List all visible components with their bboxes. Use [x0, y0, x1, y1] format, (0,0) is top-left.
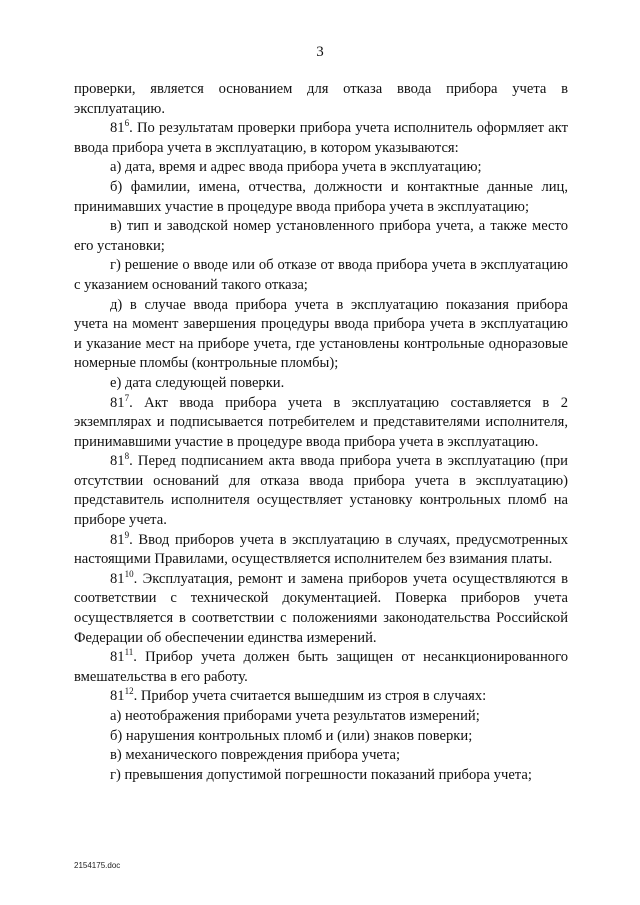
- clause-81-11: $81^{11}$. Прибор учета должен быть защищен от несанкционированного вмешательства в его работу.: [74, 647, 568, 685]
- clause-number: $81^{12}$: [110, 686, 134, 705]
- file-name-footer: 2154175.doc: [74, 861, 121, 870]
- clause-number: $81^{11}$: [110, 647, 134, 666]
- document-body: [74, 80, 568, 785]
- list-item-g: г) решение о вводе или об отказе от ввода прибора учета в эксплуатацию с указанием оснований такого отказа;: [74, 257, 568, 293]
- list-item-g: г) превышения допустимой погрешности показаний прибора учета;: [110, 766, 532, 783]
- clause-81-8: $81^8$. Перед подписанием акта ввода прибора учета в эксплуатацию (при отсутствии оснований для отказа ввода прибора учета в эксплуатацию) представитель исполнителя осуществляет установку контрольных пломб на приборе учета.: [74, 451, 568, 529]
- list-item-v: в) тип и заводской номер установленного прибора учета, а также место его установки;: [74, 218, 568, 254]
- list-item-b: б) фамилии, имена, отчества, должности и контактные данные лиц, принимавших участие в процедуре ввода прибора учета в эксплуатацию;: [74, 178, 568, 215]
- clause-81-12: $81^{12}$. Прибор учета считается вышедшим из строя в случаях:: [110, 686, 487, 705]
- clause-number: $81^9$: [110, 529, 130, 548]
- page-number: 3: [316, 44, 324, 60]
- clause-81-7: $81^7$. Акт ввода прибора учета в эксплуатацию составляется в 2 экземплярах и подписывается потребителем и представителями исполнителя, принимавшими участие в процедуре ввода прибора учета в эксплуатацию.: [74, 392, 568, 450]
- list-item-a: а) дата, время и адрес ввода прибора учета в эксплуатацию;: [110, 159, 482, 176]
- clause-number: $81^6$: [110, 118, 130, 137]
- clause-number: $81^7$: [110, 392, 130, 411]
- paragraph-continuation: проверки, является основанием для отказа ввода прибора учета в эксплуатацию.: [74, 81, 568, 117]
- clause-81-9: $81^9$. Ввод приборов учета в эксплуатацию в случаях, предусмотренных настоящими Правилами, осуществляется исполнителем без взимания платы.: [74, 529, 568, 568]
- clause-number: $81^8$: [110, 451, 130, 470]
- list-item-v: в) механического повреждения прибора учета;: [110, 747, 400, 764]
- list-item-b: б) нарушения контрольных пломб и (или) знаков поверки;: [110, 727, 473, 744]
- list-item-d: д) в случае ввода прибора учета в эксплуатацию показания прибора учета на момент завершения процедуры ввода прибора учета в эксплуатацию и указание мест на приборе учета, где установлены контрольные одноразовые номерные пломбы (контрольные пломбы);: [74, 296, 568, 372]
- list-item-e: е) дата следующей поверки.: [110, 374, 285, 391]
- clause-81-10: $81^{10}$. Эксплуатация, ремонт и замена приборов учета осуществляются в соответствии с технической документацией. Поверка приборов учета осуществляется в соответствии с положениями законодательства Российской Федерации об обеспечении единства измерений.: [74, 568, 568, 646]
- list-item-a: а) неотображения приборами учета результатов измерений;: [110, 708, 480, 724]
- clause-number: $81^{10}$: [110, 568, 134, 587]
- clause-81-6: $81^6$. По результатам проверки прибора учета исполнитель оформляет акт ввода прибора учета в эксплуатацию, в котором указываются:: [74, 118, 568, 156]
